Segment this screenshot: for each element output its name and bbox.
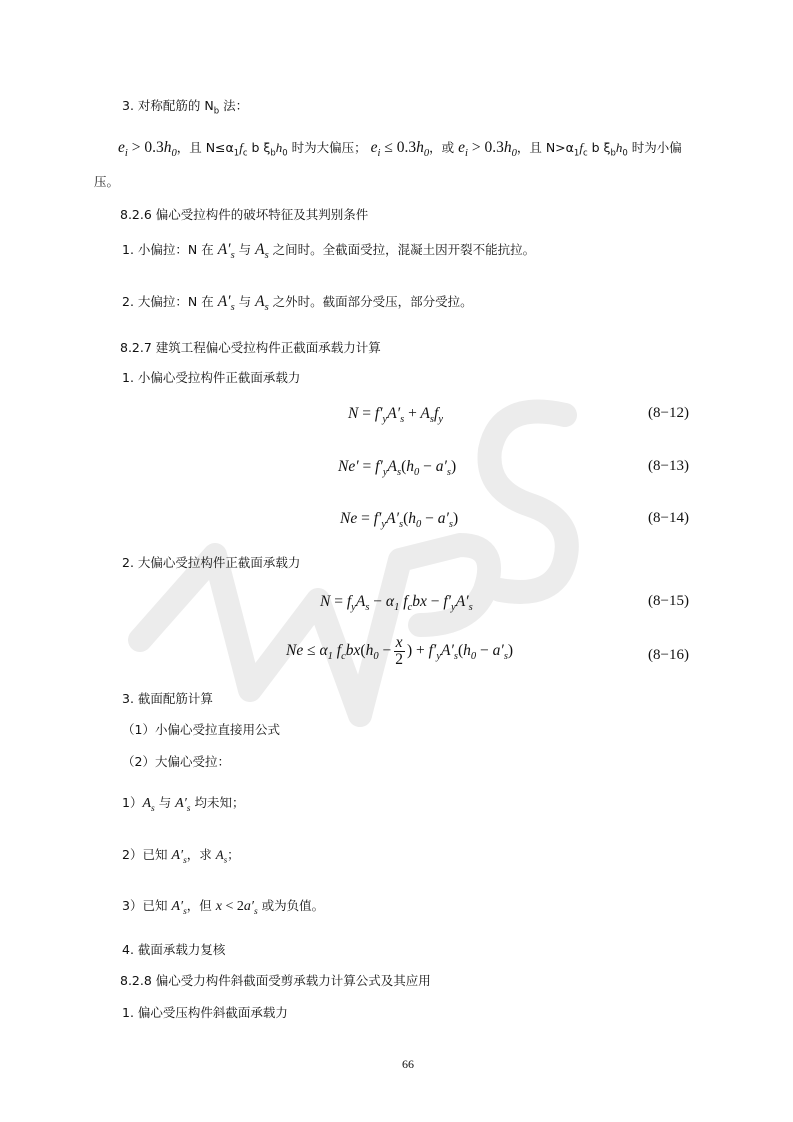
large-small-eccentric-criteria: $e_i > 0.3h_0$，且 $N\le\alpha_1f_c$ b $\xi_bh_0$ 时为大偏压； $e_i \le 0.3h_0$，或 $e_i > 0.3h_0$，且 $N>\alpha_1f_c$ b $\xi_bh_0$ 时为小偏 — [118, 139, 682, 160]
text: 均未知； — [190, 795, 245, 810]
equation-8-15: $N = f_yA_s - \alpha_1$ $f_cbx - f'_yA'_s$ — [320, 593, 473, 614]
text: 之间时。全截面受拉，混凝土因开裂不能抗拉。 — [268, 242, 536, 257]
subsection-shear-capacity: 1. 偏心受压构件斜截面承载力 — [122, 1005, 288, 1020]
equation-number: (8−16) — [648, 647, 689, 663]
case-known-as-prime: 2）已知 $A'_s$，求 $A_s$； — [122, 847, 240, 866]
line-text: 3. 对称配筋的 N — [122, 98, 214, 113]
text: ，或 — [429, 140, 455, 155]
text: 与 — [234, 294, 256, 309]
text: ，求 — [186, 847, 216, 862]
subsection-symmetric-reinforcement — [122, 96, 248, 117]
text: 时为大偏压； — [287, 140, 367, 155]
text: h — [275, 140, 283, 155]
equation-number: (8−13) — [648, 458, 689, 474]
text: 或为负值。 — [257, 898, 325, 913]
subscript: b — [213, 106, 220, 117]
subsection-capacity-check: 4. 截面承载力复核 — [122, 942, 226, 957]
equation-number: (8−14) — [648, 510, 689, 526]
line-text: 法： — [219, 98, 249, 113]
text: ，且 N≤α — [176, 140, 234, 155]
equation-number: (8−12) — [648, 405, 689, 421]
case-negative-x: 3）已知 $A'_s$，但 $x < 2a'_s$ 或为负值。 — [122, 898, 325, 917]
equation-number: (8−15) — [648, 593, 689, 609]
text: 与 — [154, 795, 176, 810]
text: ； — [227, 847, 240, 862]
equation-8-16: $Ne \le \alpha_1$ $f_cbx(h_0$ − $\frac{x}{2}$ ) + $f'_yA'_s(h_0 - a'_s)$ — [286, 634, 514, 669]
formula-ei-le: $e_i \le 0.3h_0$ — [370, 139, 430, 160]
equation-8-13: $Ne' = f'_yA_s(h_0 - a'_s)$ — [338, 458, 457, 479]
large-eccentric-tension-text: 2. 大偏拉：N 在 $A'_s$ 与 $A_s$ 之外时。截面部分受压，部分受拉。 — [122, 293, 473, 314]
item-large-eccentric: （2）大偏心受拉： — [122, 754, 230, 769]
section-heading-8-2-7: 8.2.7 建筑工程偏心受拉构件正截面承载力计算 — [120, 340, 381, 355]
equation-8-14: $Ne = f'_yA'_s(h_0 - a'_s)$ — [340, 510, 459, 531]
subsection-large-eccentric-capacity: 2. 大偏心受拉构件正截面承载力 — [122, 555, 301, 570]
text: 3）已知 — [122, 898, 172, 913]
section-heading-8-2-6: 8.2.6 偏心受拉构件的破坏特征及其判别条件 — [120, 207, 369, 222]
text: 1） — [122, 795, 143, 810]
case-both-unknown: $1)A_s$ 与 $A'_s$ 均未知； — [122, 795, 245, 814]
fraction-x-over-2: $\frac{x}{2}$ — [395, 634, 403, 669]
equation-8-12: $N = f'_yA'_s + A_sf_y$ — [348, 405, 444, 426]
text: 2. 大偏拉：N 在 — [122, 294, 218, 309]
text: b ξ — [247, 140, 271, 155]
text: 与 — [234, 242, 256, 257]
formula-ei-gt: $e_i > 0.3h_0$ — [118, 139, 177, 160]
small-eccentric-tension-text: 1. 小偏拉：N 在 $A'_s$ 与 $A_s$ 之间时。全截面受拉，混凝土因开裂不能抗拉。 — [122, 241, 536, 262]
text: 2）已知 — [122, 847, 172, 862]
text: 时为小偏 — [627, 140, 682, 155]
text: 1. 小偏拉：N 在 — [122, 242, 218, 257]
subsection-small-eccentric-capacity: 1. 小偏心受拉构件正截面承载力 — [122, 370, 301, 385]
line-continuation: 压。 — [94, 174, 120, 189]
text: ，且 N>α — [516, 140, 574, 155]
text: ，但 — [186, 898, 216, 913]
text: f — [239, 140, 243, 155]
item-small-eccentric: （1）小偏心受拉直接用公式 — [122, 722, 280, 737]
formula-ei-gt-2: $e_i > 0.3h_0$ — [458, 139, 517, 160]
page-number: 66 — [402, 1057, 414, 1071]
subsection-section-reinforcement: 3. 截面配筋计算 — [122, 691, 213, 706]
text: 之外时。截面部分受压，部分受拉。 — [268, 294, 473, 309]
section-heading-8-2-8: 8.2.8 偏心受力构件斜截面受剪承载力计算公式及其应用 — [120, 973, 431, 988]
